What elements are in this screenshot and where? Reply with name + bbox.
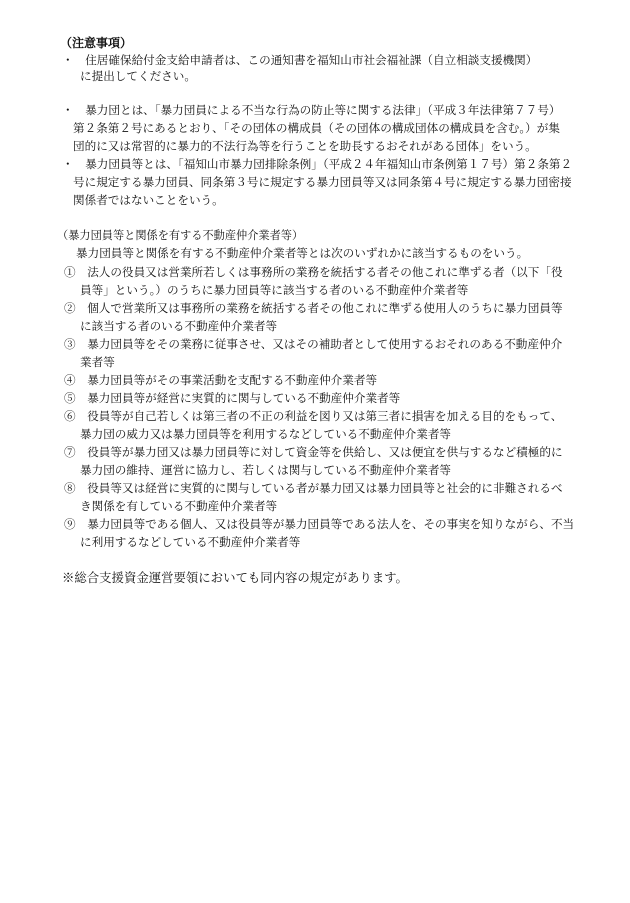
section-line: ④ 暴力団員等がその事業活動を支配する不動産仲介業者等 [64,373,378,387]
notice-line: ・ 暴力団とは、「暴力団員による不当な行為の防止等に関する法律」（平成３年法律第７７号） [62,103,561,117]
section-line: ② 個人で営業所又は事務所の業務を統括する者その他これに準ずる使用人のうちに暴力団員等 [64,301,563,315]
section-line: ⑨ 暴力団員等である個人、又は役員等が暴力団員等である法人を、その事実を知りながら、不当 [64,517,575,531]
section-heading: （暴力団員等と関係を有する不動産仲介業者等） [57,229,304,242]
section-line: 業者等 [80,355,115,369]
notice-line: 団的に又は常習的に暴力的不法行為等を行うことを助長するおそれがある団体」をいう。 [73,139,537,153]
notice-line: に提出してください。 [80,69,196,83]
footnote: ※総合支援資金運営要領においても同内容の規定があります。 [62,570,408,585]
section-line: ③ 暴力団員等をその業務に従事させ、又はその補助者として使用するおそれのある不動産仲介 [64,337,563,351]
section-line: ① 法人の役員又は営業所若しくは事務所の業務を統括する者その他これに準ずる者（以下「役 [64,265,563,279]
section-line: ⑥ 役員等が自己若しくは第三者の不正の利益を図り又は第三者に損害を加える目的をもって、 [64,409,563,423]
notice-line: 第２条第２号にあるとおり、「その団体の構成員（その団体の構成団体の構成員を含む。）が集 [73,121,560,135]
section-intro: 暴力団員等と関係を有する不動産仲介業者等とは次のいずれかに該当するものをいう。 [76,246,529,260]
notice-line: ・ 住居確保給付金支給申請者は、この通知書を福知山市社会福祉課（自立相談支援機関） [62,53,538,67]
section-line: 暴力団の維持、運営に協力し、若しくは関与している不動産仲介業者等 [80,463,452,477]
section-line: に利用するなどしている不動産仲介業者等 [80,535,301,549]
notice-line: ・ 暴力団員等とは、「福知山市暴力団排除条例」（平成２４年福知山市条例第１７号）第２条第２ [62,157,573,171]
notice-heading: （注意事項） [60,36,133,50]
notice-line: 号に規定する暴力団員、同条第３号に規定する暴力団員等又は同条第４号に規定する暴力団密接 [73,175,572,189]
section-line: ⑤ 暴力団員等が経営に実質的に関与している不動産仲介業者等 [64,391,401,405]
section-line: ⑦ 役員等が暴力団又は暴力団員等に対して資金等を供給し、又は便宜を供与するなど積極的に [64,445,563,459]
section-line: 員等」という。）のうちに暴力団員等に該当する者のいる不動産仲介業者等 [80,283,469,297]
section-line: き関係を有している不動産仲介業者等 [80,499,278,513]
notice-line: 関係者ではないことをいう。 [73,193,224,207]
section-line: に該当する者のいる不動産仲介業者等 [80,319,278,333]
section-line: 暴力団の威力又は暴力団員等を利用するなどしている不動産仲介業者等 [80,427,452,441]
section-line: ⑧ 役員等又は経営に実質的に関与している者が暴力団又は暴力団員等と社会的に非難されるべ [64,481,563,495]
